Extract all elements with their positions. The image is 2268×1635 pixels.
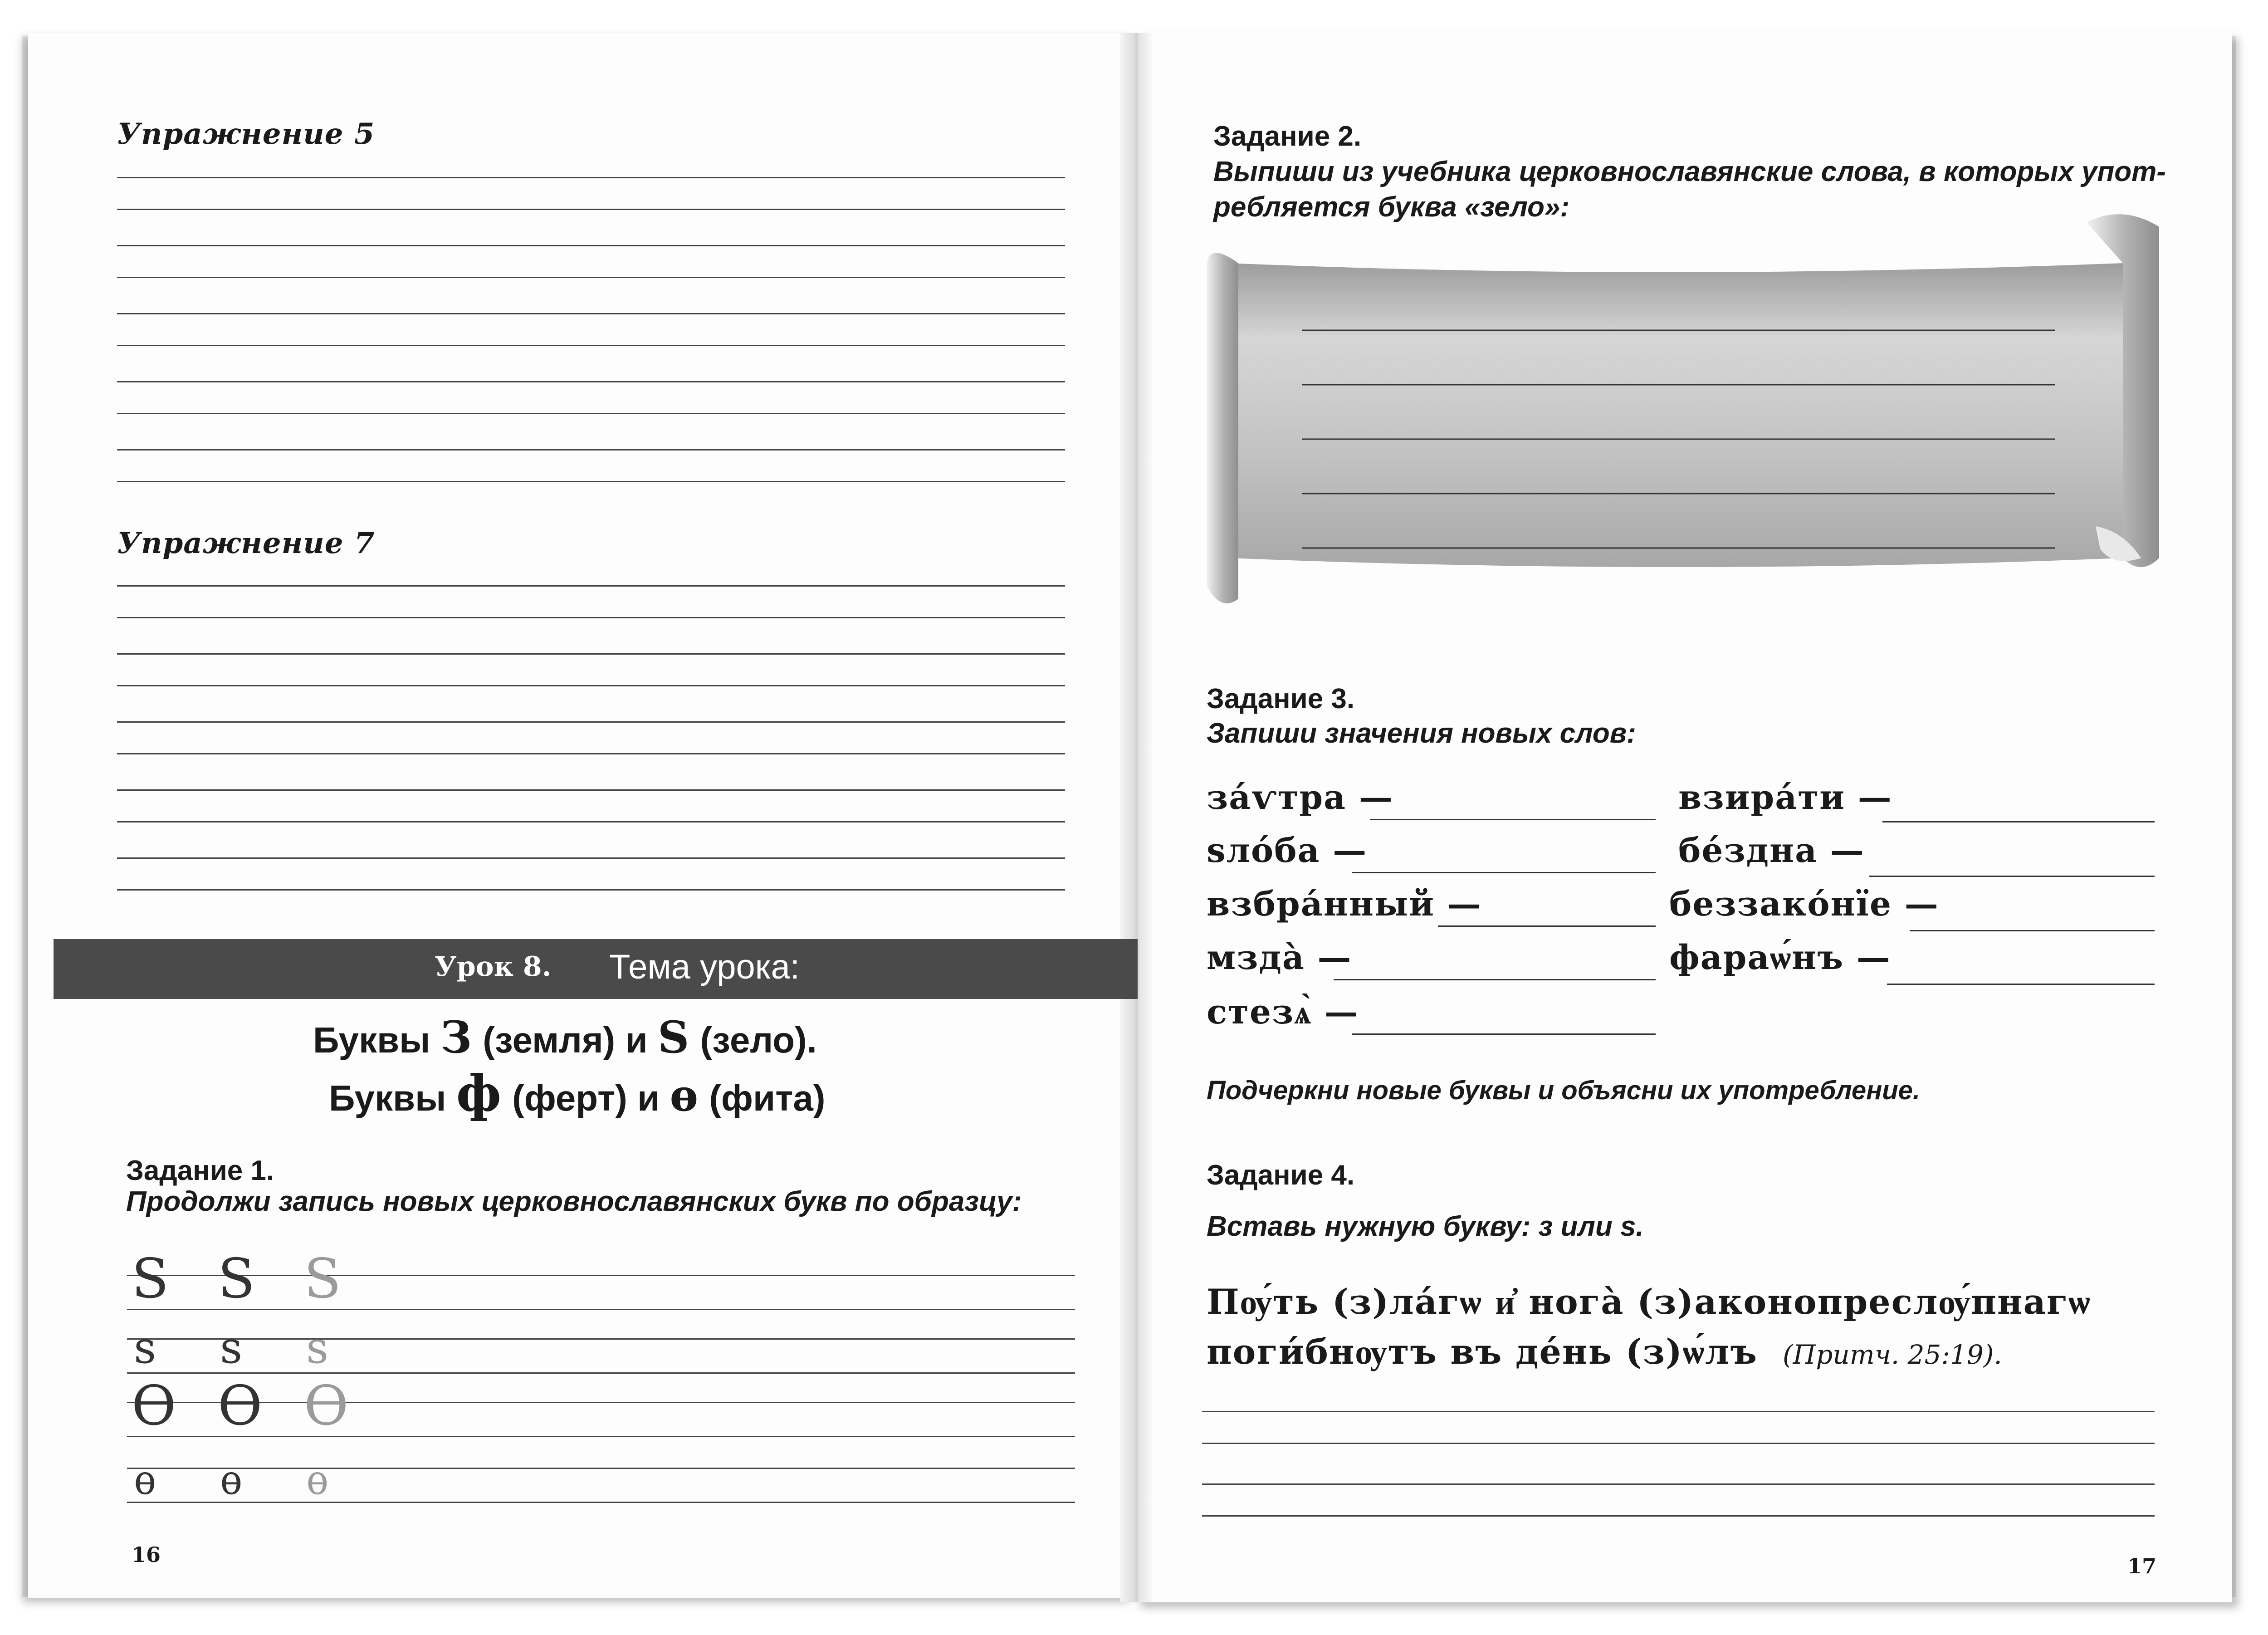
- letter-fita: ѳ: [670, 1070, 699, 1121]
- scroll-left-roll: [1207, 253, 1238, 603]
- copy-sample-fita-lower: ѳ: [220, 1456, 243, 1504]
- copy-sample-zelo-lower: ѕ: [220, 1322, 243, 1373]
- subtitle-prefix: Буквы: [329, 1078, 446, 1118]
- underline-instruction: Подчеркни новые буквы и объясни их употребление.: [1207, 1076, 1921, 1105]
- answer-line: [1370, 819, 1656, 820]
- task-1-title: Задание 1.: [126, 1155, 274, 1186]
- copy-sample-fita-upper: Ѳ: [218, 1375, 263, 1438]
- copybook-lines: [127, 1266, 1075, 1520]
- verse-line-1: Пѹ́ть (з)ла́гѡ и҆ нога̀ (з)аконопреслѹ́пнагѡ: [1207, 1282, 2091, 1322]
- answer-line: [1887, 984, 2155, 985]
- scroll-body: [1229, 263, 2123, 567]
- copy-sample-zelo-upper: Ѕ: [132, 1248, 169, 1311]
- scroll-svg: [1202, 213, 2164, 622]
- answer-line: [1352, 1033, 1656, 1035]
- answer-line: [1882, 821, 2155, 822]
- word-vzbrannyi: взбра́нный —: [1207, 885, 1482, 924]
- answer-line: [1352, 872, 1656, 873]
- copy-sample-zelo-upper: Ѕ: [304, 1248, 342, 1311]
- word-stezya: стезѧ̀ —: [1207, 993, 1359, 1032]
- verse-line-2: [1207, 1331, 2002, 1372]
- word-zloba: ѕло́ба —: [1207, 831, 1368, 870]
- copy-sample-fita-upper: Ѳ: [304, 1375, 349, 1438]
- word-mzda: мзда̀ —: [1207, 938, 1352, 977]
- copy-sample-fita-lower: ѳ: [134, 1456, 156, 1504]
- answer-line: [1910, 930, 2155, 931]
- lesson-subtitle-line-1: [313, 1012, 817, 1063]
- verse-citation: (Притч. 25:19).: [1783, 1339, 2002, 1370]
- copy-sample-zelo-upper: Ѕ: [218, 1248, 255, 1311]
- word-faraon: фараѡ́нъ —: [1669, 938, 1891, 977]
- scroll-graphic: [1202, 213, 2164, 622]
- letter-zemlya: З: [440, 1012, 473, 1063]
- copy-sample-fita-lower: ѳ: [306, 1456, 329, 1504]
- word-bezdna: бе́здна —: [1678, 831, 1865, 870]
- lesson-subtitle-line-2: [329, 1064, 826, 1122]
- exercise-5-title: Упражнение 5: [117, 117, 375, 151]
- task-4-text: Вставь нужную букву: з или ѕ.: [1207, 1211, 1644, 1242]
- answer-line: [1438, 925, 1656, 927]
- task-3-title: Задание 3.: [1207, 683, 1355, 715]
- exercise-7-lines: [117, 585, 1065, 903]
- letter-zelo: Ѕ: [657, 1012, 690, 1063]
- letter-fert: ф: [456, 1064, 502, 1122]
- lesson-banner: [54, 939, 1138, 999]
- lesson-topic-label: Тема урока:: [609, 948, 800, 986]
- letter-name-fert: (ферт) и: [512, 1078, 660, 1118]
- subtitle-prefix: Буквы: [313, 1020, 430, 1060]
- verse-line-2-text: поги́бнѹтъ въ де́нь (з)ѡ́лъ: [1207, 1331, 1758, 1372]
- task-2-title: Задание 2.: [1213, 121, 1362, 152]
- exercise-7-title: Упражнение 7: [117, 526, 375, 560]
- task-2-text-line-1: Выпиши из учебника церковнославянские слова, в которых упот-: [1213, 156, 2166, 187]
- letter-name-zemlya: (земля) и: [483, 1020, 648, 1060]
- answer-line: [1334, 979, 1656, 980]
- task-4-title: Задание 4.: [1207, 1160, 1355, 1191]
- letter-name-fita: (фита): [709, 1078, 826, 1118]
- word-vzirati: взира́ти —: [1678, 778, 1892, 817]
- copy-sample-fita-upper: Ѳ: [132, 1375, 176, 1438]
- copy-sample-zelo-lower: ѕ: [134, 1322, 156, 1373]
- letter-name-zelo: (зело).: [700, 1020, 817, 1060]
- word-bezzakonie: беззако́нїе —: [1669, 885, 1939, 924]
- task-2-text-line-2: ребляется буква «зело»:: [1213, 191, 1570, 223]
- task-1-text: Продолжи запись новых церковнославянских букв по образцу:: [126, 1186, 1022, 1217]
- page-number-right: 17: [2127, 1554, 2157, 1578]
- page-number-left: 16: [132, 1542, 161, 1567]
- copy-sample-zelo-lower: ѕ: [306, 1322, 329, 1373]
- task-3-text: Запиши значения новых слов:: [1207, 718, 1636, 749]
- word-zautra: за́ѵтра —: [1207, 778, 1393, 817]
- book-gutter: [1120, 33, 1152, 1602]
- lesson-number: Урок 8.: [435, 951, 552, 983]
- answer-line: [1869, 876, 2155, 877]
- task-4-answer-lines: [1202, 1411, 2155, 1529]
- exercise-5-lines: [117, 177, 1065, 485]
